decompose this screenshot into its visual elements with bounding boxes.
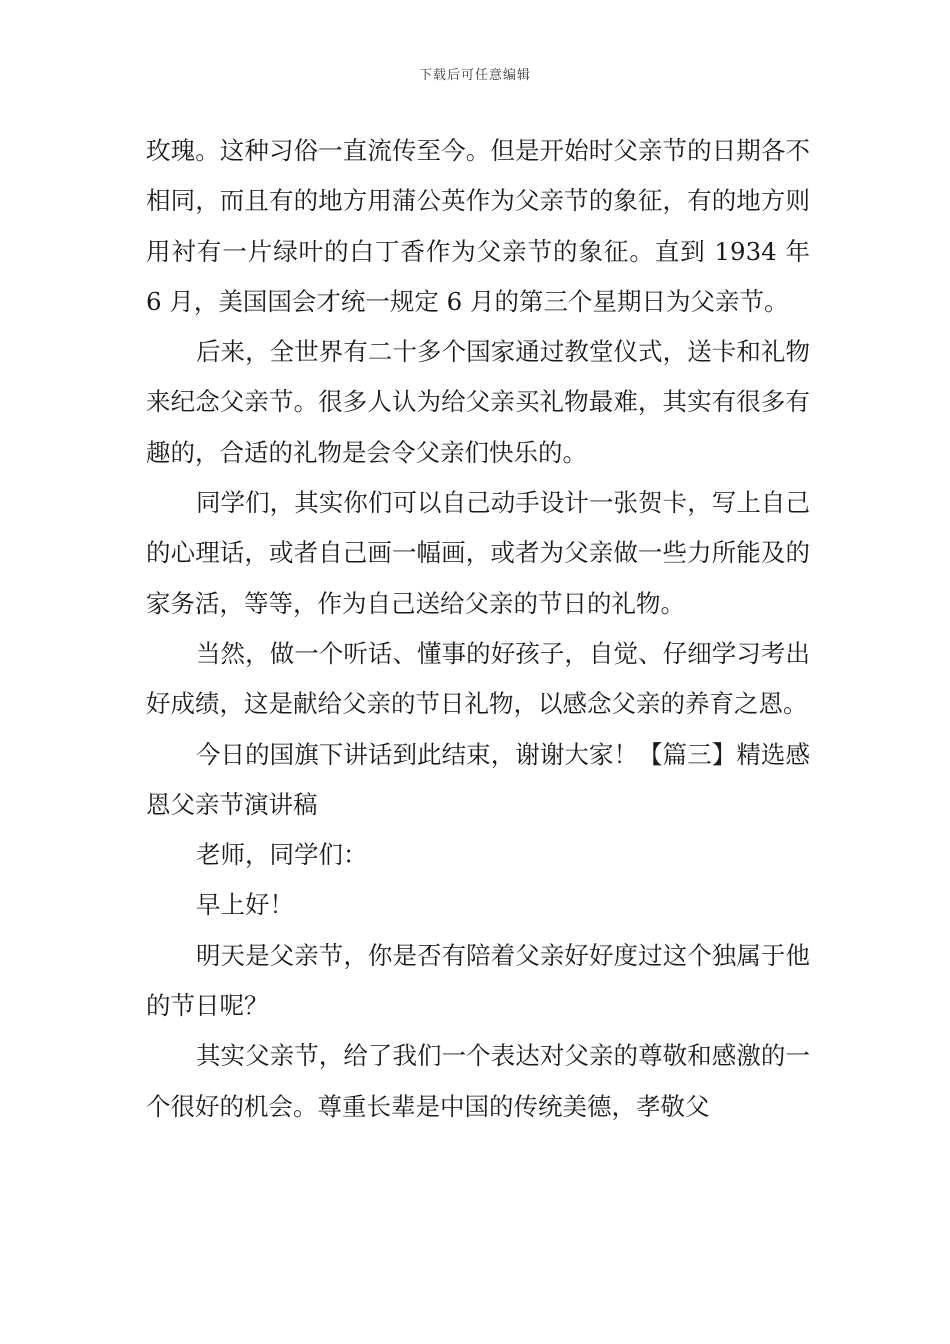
document-body — [146, 126, 818, 1132]
page-header: 下载后可任意编辑 — [418, 68, 531, 83]
paragraph-2: 后来，全世界有二十多个国家通过教堂仪式，送卡和礼物来纪念父亲节。很多人认为给父亲买礼物最难，其实有很多有趣的，合适的礼物是会令父亲们快乐的。 — [146, 337, 810, 467]
paragraph-8: 明天是父亲节，你是否有陪着父亲好好度过这个独属于他的节日呢？ — [146, 940, 810, 1021]
paragraph-1: 玫瑰。这种习俗一直流传至今。但是开始时父亲节的日期各不相同，而且有的地方用蒲公英作为父亲节的象征，有的地方则用衬有一片绿叶的白丁香作为父亲节的象征。直到 1934 年 6 月，美国国会才统一规定 6 月的第三个星期日为父亲节。 — [146, 136, 818, 316]
paragraph-9: 其实父亲节，给了我们一个表达对父亲的尊敬和感激的一个很好的机会。尊重长辈是中国的传统美德，孝敬父 — [146, 1041, 810, 1121]
paragraph-6: 老师，同学们： — [196, 840, 368, 870]
paragraph-5: 今日的国旗下讲话到此结束，谢谢大家！【篇三】精选感恩父亲节演讲稿 — [146, 739, 810, 819]
paragraph-3: 同学们，其实你们可以自己动手设计一张贺卡，写上自己的心理话，或者自己画一幅画，或者为父亲做一些力所能及的家务活，等等，作为自己送给父亲的节日的礼物。 — [146, 488, 810, 618]
paragraph-4: 当然，做一个听话、懂事的好孩子，自觉、仔细学习考出好成绩，这是献给父亲的节日礼物，以感念父亲的养育之恩。 — [146, 638, 810, 719]
paragraph-7: 早上好！ — [196, 890, 294, 920]
